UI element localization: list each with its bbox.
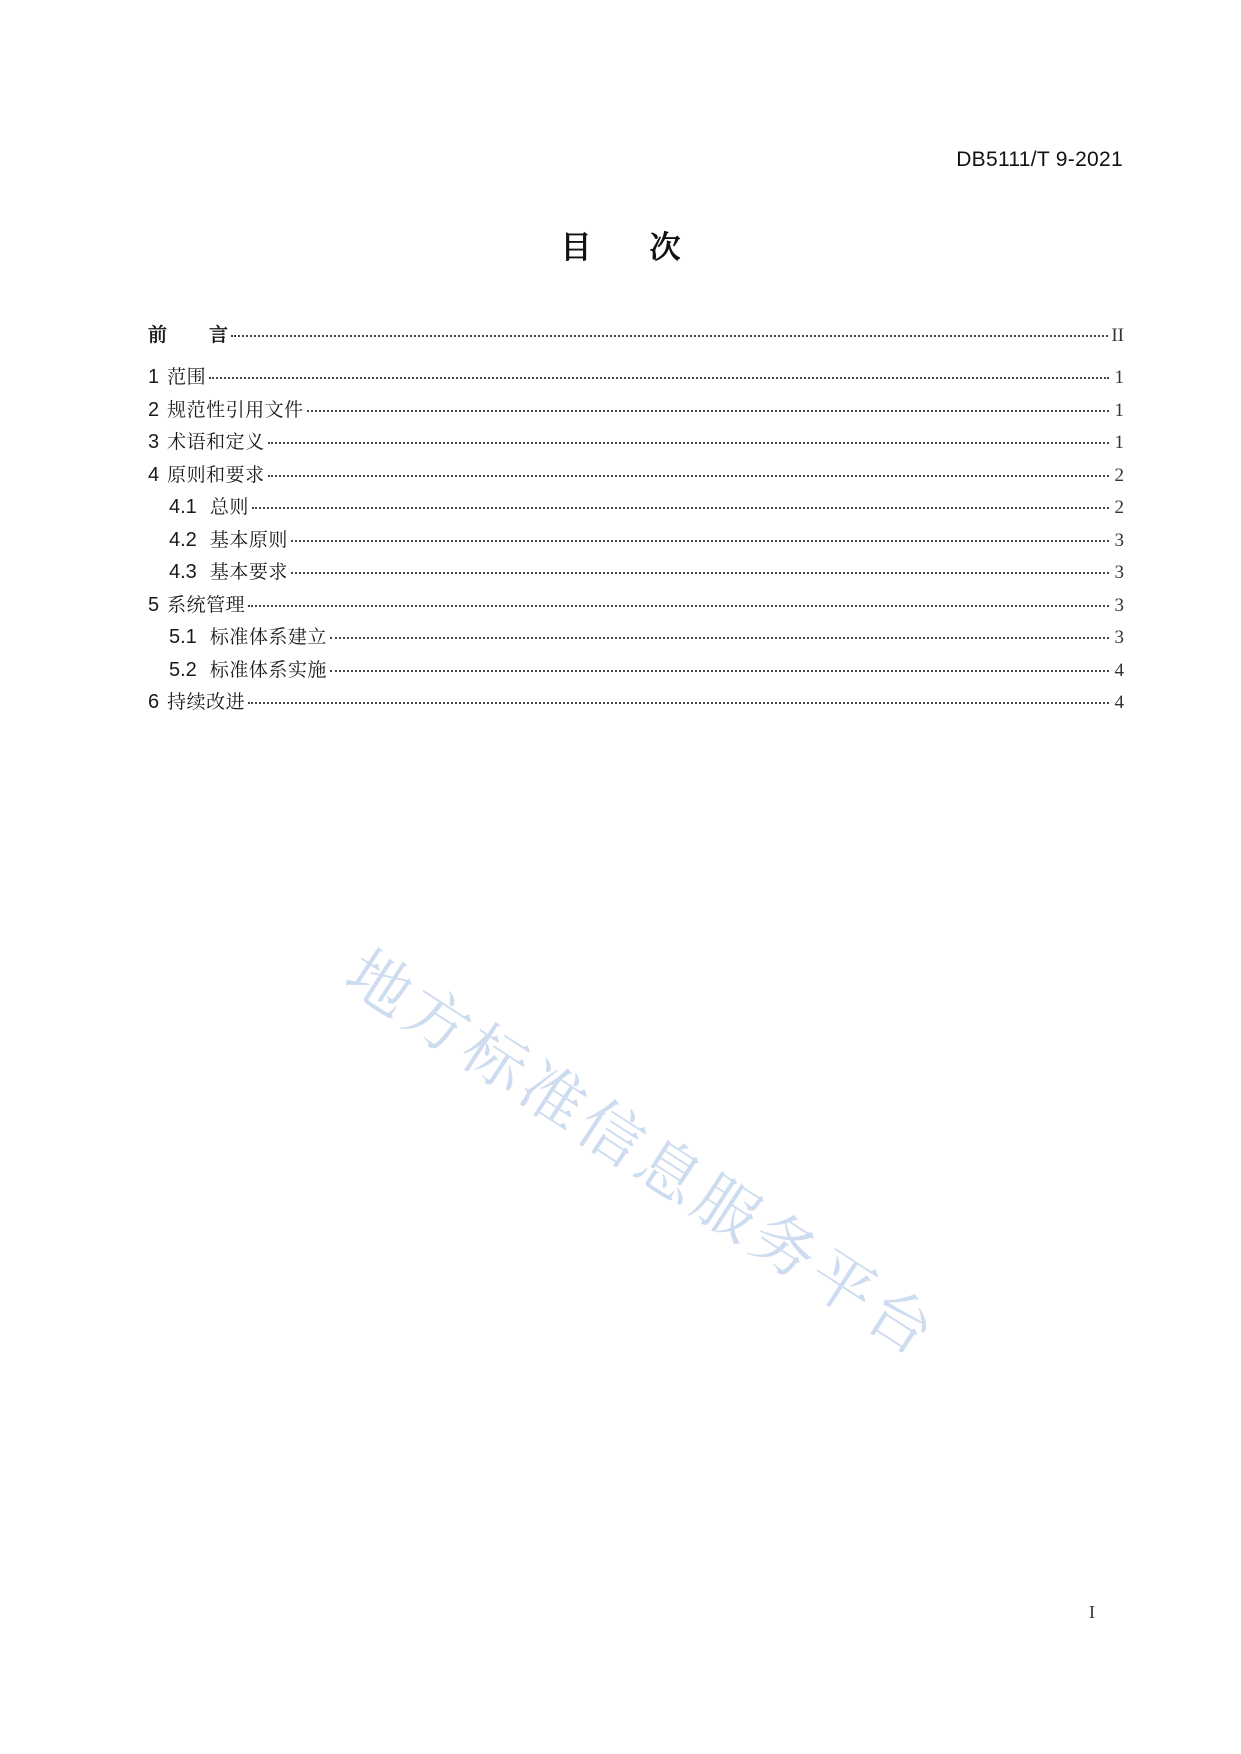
toc-entry-page: 3	[1114, 627, 1124, 648]
toc-entry-number: 5.2	[169, 658, 197, 681]
toc-entry-number: 6	[148, 691, 160, 713]
toc-entry-3[interactable]	[148, 427, 1124, 460]
toc-entry-number: 5	[148, 593, 160, 616]
toc-entry-number: 1	[148, 366, 160, 388]
toc-entry-label: 系统管理	[167, 593, 246, 616]
dot-leader	[307, 410, 1109, 412]
toc-entry-page: 1	[1114, 432, 1124, 453]
toc-entry-label: 标准体系建立	[209, 626, 327, 648]
toc-entry-number: 4.1	[169, 496, 197, 518]
dot-leader	[330, 670, 1109, 672]
toc-title-char-1: 目	[560, 230, 592, 266]
toc-entry-label: 持续改进	[167, 691, 246, 713]
toc-entry-page: 2	[1114, 464, 1124, 486]
dot-leader	[330, 637, 1109, 639]
toc-entry-number: 4.3	[169, 561, 197, 583]
toc-entry-label: 规范性引用文件	[167, 398, 304, 421]
toc-entry-4-1[interactable]	[148, 492, 1124, 525]
page-number: I	[1089, 1602, 1095, 1622]
toc-entry-preface[interactable]	[148, 320, 1124, 362]
toc-entry-number: 2	[148, 398, 160, 421]
toc-entry-number: 3	[148, 431, 160, 453]
toc-entry-label: 前 言	[148, 324, 229, 346]
toc-entry-page: 2	[1114, 497, 1124, 518]
document-code: DB5111/T 9-2021	[956, 148, 1123, 171]
toc-entry-label: 标准体系实施	[209, 658, 327, 681]
table-of-contents	[148, 320, 1124, 720]
toc-entry-number: 4.2	[169, 528, 197, 551]
toc-entry-number: 4	[148, 463, 160, 486]
toc-entry-page: 4	[1114, 692, 1124, 713]
toc-entry-label: 术语和定义	[167, 431, 265, 453]
toc-entry-4[interactable]	[148, 460, 1124, 493]
toc-entry-2[interactable]	[148, 395, 1124, 428]
dot-leader	[209, 377, 1109, 379]
toc-entry-label: 基本原则	[209, 528, 288, 551]
toc-entry-page: 4	[1114, 659, 1124, 681]
dot-leader	[248, 605, 1109, 607]
toc-entry-5-2[interactable]	[148, 655, 1124, 688]
toc-entry-5-1[interactable]	[148, 622, 1124, 655]
toc-entry-page: 3	[1114, 529, 1124, 551]
toc-entry-4-2[interactable]	[148, 525, 1124, 558]
dot-leader	[268, 475, 1109, 477]
dot-leader	[291, 572, 1109, 574]
dot-leader	[252, 507, 1109, 509]
toc-entry-label: 总则	[209, 496, 249, 518]
toc-entry-page: 3	[1114, 562, 1124, 583]
watermark: 地方标准信息服务平台	[333, 935, 952, 1373]
dot-leader	[248, 702, 1109, 704]
toc-entry-page: 1	[1114, 399, 1124, 421]
dot-leader	[291, 540, 1109, 542]
toc-entry-label: 范围	[167, 366, 207, 388]
dot-leader	[231, 335, 1108, 337]
toc-entry-number: 5.1	[169, 626, 197, 648]
toc-entry-page: II	[1111, 325, 1124, 346]
toc-title	[0, 222, 1241, 267]
dot-leader	[268, 442, 1109, 444]
toc-entry-1[interactable]	[148, 362, 1124, 395]
toc-entry-page: 1	[1114, 367, 1124, 388]
toc-entry-5[interactable]	[148, 590, 1124, 623]
toc-entry-label: 原则和要求	[167, 463, 265, 486]
toc-entry-4-3[interactable]	[148, 557, 1124, 590]
toc-entry-label: 基本要求	[209, 561, 288, 583]
toc-entry-6[interactable]	[148, 687, 1124, 720]
toc-entry-page: 3	[1114, 594, 1124, 616]
toc-title-char-2: 次	[649, 230, 681, 266]
